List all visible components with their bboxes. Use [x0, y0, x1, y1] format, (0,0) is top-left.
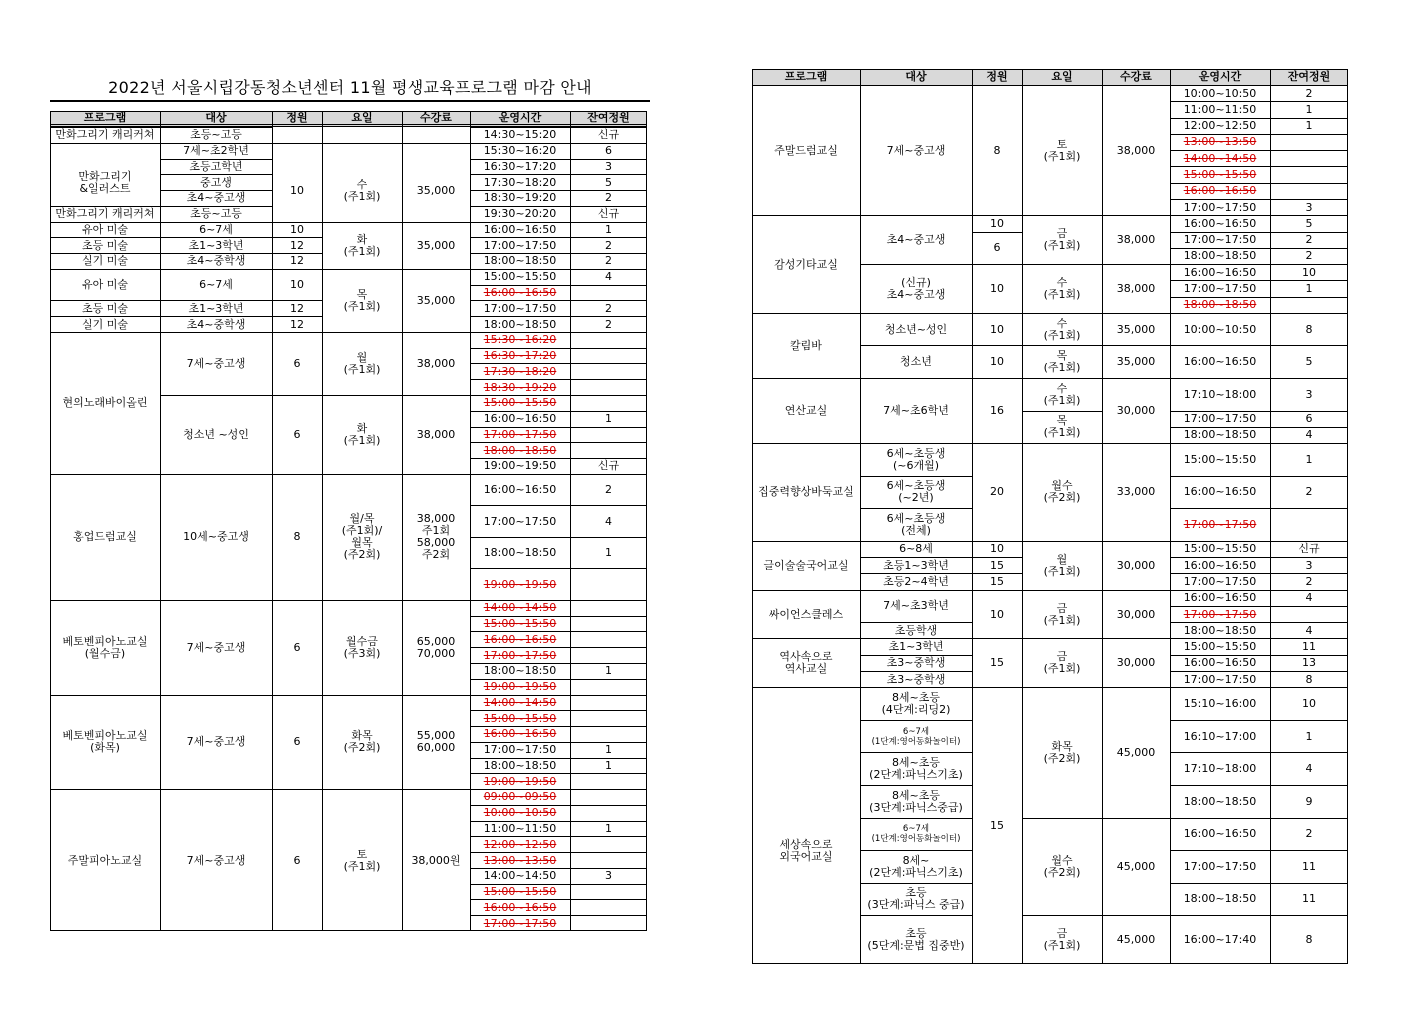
table-cell: 2: [1270, 573, 1348, 589]
table-cell: 2: [570, 474, 647, 506]
table-cell: 16:00~16:50: [1170, 557, 1270, 573]
table-cell: 5: [570, 174, 647, 190]
table-cell: 6: [972, 232, 1022, 265]
closed-time-cell: 16:00~16:50: [470, 899, 570, 915]
table-cell: 2: [1270, 232, 1348, 248]
table-cell: 화목 (주2회): [1022, 687, 1102, 817]
table-cell: 베토벤피아노교실 (월수금): [50, 600, 160, 695]
table-cell: 4: [1270, 590, 1348, 606]
table-cell: 8: [1270, 915, 1348, 964]
closed-time-cell: 14:00~14:50: [1170, 150, 1270, 166]
table-cell: 초4~중학생: [160, 316, 272, 332]
table-cell: 초등 (3단계:파닉스 중급): [860, 883, 972, 916]
table-cell: 17:00~17:50: [470, 742, 570, 758]
table-cell: 15:00~15:50: [1170, 541, 1270, 557]
page-title: 2022년 서울시립강동청소년센터 11월 평생교육프로그램 마감 안내: [50, 78, 650, 102]
table-cell: 수 (주1회): [1022, 378, 1102, 411]
closed-time-cell: 15:00~15:50: [470, 884, 570, 900]
table-cell: 만화그리기 &일러스트: [50, 143, 160, 222]
table-cell: 16:00~16:50: [1170, 818, 1270, 851]
table-cell: 30,000: [1102, 638, 1170, 687]
table-cell: 1: [570, 742, 647, 758]
table-cell: 17:00~17:50: [1170, 573, 1270, 589]
table-cell: 33,000: [1102, 443, 1170, 541]
left-schedule-table: [50, 111, 647, 931]
table-cell: 초등 (5단계:문법 집중반): [860, 915, 972, 964]
table-cell: 35,000: [402, 269, 470, 332]
closed-time-cell: 09:00~09:50: [470, 789, 570, 805]
table-cell: 만화그리기 캐리커쳐: [50, 127, 160, 143]
table-cell: 17:30~18:20: [470, 174, 570, 190]
table-cell: 10: [972, 345, 1022, 378]
table-cell: 유아 미술: [50, 222, 160, 238]
column-header: 수강료: [1102, 69, 1170, 85]
table-cell: 15: [972, 573, 1022, 589]
table-cell: 6: [570, 143, 647, 159]
table-cell: 신규: [570, 458, 647, 474]
table-cell: 15:30~16:20: [470, 143, 570, 159]
closed-time-cell: 14:00~14:50: [470, 600, 570, 616]
table-cell: 2: [570, 190, 647, 206]
table-cell: 신규: [570, 127, 647, 143]
table-cell: 초등~고등: [160, 127, 272, 143]
table-cell: 12: [272, 237, 322, 253]
table-cell: 6~7세 (1단계:영어동화놀이터): [860, 720, 972, 753]
table-cell: 8세~ (2단계:파닉스기초): [860, 850, 972, 883]
table-cell: 1: [1270, 720, 1348, 753]
table-cell: 4: [1270, 622, 1348, 638]
table-cell: 연산교실: [752, 378, 860, 443]
closed-time-cell: 14:00~14:50: [470, 695, 570, 711]
table-cell: 16:00~16:50: [1170, 476, 1270, 509]
table-cell: 10: [972, 541, 1022, 557]
table-cell: 65,000 70,000: [402, 600, 470, 695]
table-cell: 3: [1270, 557, 1348, 573]
table-cell: 화 (주1회): [322, 222, 402, 269]
table-cell: 4: [1270, 752, 1348, 785]
table-cell: 6세~초등생 (~6개월): [860, 443, 972, 476]
table-cell: 수 (주1회): [1022, 313, 1102, 346]
table-cell: 16: [972, 378, 1022, 443]
table-cell: 4: [570, 505, 647, 537]
table-cell: 6: [272, 695, 322, 790]
table-cell: 10: [972, 215, 1022, 231]
table-cell: 초등 미술: [50, 237, 160, 253]
table-cell: 싸이언스클레스: [752, 590, 860, 639]
table-cell: 45,000: [1102, 915, 1170, 964]
right-schedule-table: [752, 69, 1348, 964]
closed-time-cell: 17:30~18:20: [470, 363, 570, 379]
table-cell: 2: [570, 300, 647, 316]
table-cell: 18:30~19:20: [470, 190, 570, 206]
table-cell: 38,000: [402, 332, 470, 395]
table-cell: 17:00~17:50: [1170, 280, 1270, 296]
table-cell: 7세~중고생: [160, 332, 272, 395]
table-cell: 칼림바: [752, 313, 860, 378]
table-cell: 청소년 ~성인: [160, 395, 272, 474]
table-cell: 18:00~18:50: [470, 663, 570, 679]
table-cell: 10:00~10:50: [1170, 85, 1270, 101]
table-cell: 2: [570, 237, 647, 253]
closed-time-cell: 15:30~16:20: [470, 332, 570, 348]
table-cell: 16:00~17:40: [1170, 915, 1270, 964]
table-cell: 초등학생: [860, 622, 972, 638]
table-cell: 11:00~11:50: [470, 821, 570, 837]
closed-time-cell: 19:00~19:50: [470, 773, 570, 789]
table-cell: 초등2~4학년: [860, 573, 972, 589]
table-cell: 베토벤피아노교실 (화목): [50, 695, 160, 790]
table-cell: 13: [1270, 655, 1348, 671]
table-cell: 초1~3학년: [160, 237, 272, 253]
column-header: 프로그램: [752, 69, 860, 85]
table-cell: 토 (주1회): [322, 789, 402, 931]
table-cell: 초4~중학생: [160, 253, 272, 269]
closed-time-cell: 16:00~16:50: [1170, 183, 1270, 199]
table-cell: (신규) 초4~중고생: [860, 264, 972, 313]
column-header: 운영시간: [470, 111, 570, 127]
table-cell: 55,000 60,000: [402, 695, 470, 790]
table-cell: 초등1~3학년: [860, 557, 972, 573]
table-cell: 주말피아노교실: [50, 789, 160, 931]
table-cell: 6: [272, 395, 322, 474]
table-cell: 11: [1270, 883, 1348, 916]
table-cell: 7세~중고생: [160, 600, 272, 695]
table-cell: 8: [272, 474, 322, 600]
table-cell: 6~8세: [860, 541, 972, 557]
column-header: 대상: [860, 69, 972, 85]
table-cell: 4: [1270, 427, 1348, 443]
table-cell: 18:00~18:50: [1170, 883, 1270, 916]
table-cell: 토 (주1회): [1022, 85, 1102, 215]
table-cell: 38,000: [1102, 215, 1170, 264]
table-frame: [752, 69, 1348, 964]
table-cell: 6세~초등생 (~2년): [860, 476, 972, 509]
table-cell: 실기 미술: [50, 316, 160, 332]
table-cell: 6: [272, 600, 322, 695]
table-cell: 6: [272, 332, 322, 395]
table-cell: 유아 미술: [50, 269, 160, 301]
table-cell: 17:00~17:50: [470, 237, 570, 253]
table-cell: 20: [972, 443, 1022, 541]
table-cell: 19:00~19:50: [470, 458, 570, 474]
table-cell: 6~7세: [160, 269, 272, 301]
table-cell: 11: [1270, 638, 1348, 654]
table-cell: 3: [1270, 378, 1348, 411]
table-cell: 17:00~17:50: [470, 505, 570, 537]
table-cell: 17:00~17:50: [1170, 850, 1270, 883]
table-cell: 16:00~16:50: [470, 222, 570, 238]
closed-time-cell: 18:00~18:50: [470, 442, 570, 458]
table-cell: 17:00~17:50: [470, 300, 570, 316]
closed-time-cell: 12:00~12:50: [470, 836, 570, 852]
table-cell: 12: [272, 253, 322, 269]
table-cell: 10: [972, 264, 1022, 313]
table-cell: 2: [570, 253, 647, 269]
closed-time-cell: 17:00~17:50: [1170, 508, 1270, 541]
table-cell: 8세~초등 (2단계:파닉스기초): [860, 752, 972, 785]
table-cell: 16:30~17:20: [470, 159, 570, 175]
table-cell: 1: [1270, 101, 1348, 117]
column-header: 운영시간: [1170, 69, 1270, 85]
closed-time-cell: 17:00~17:50: [1170, 606, 1270, 622]
table-cell: 8세~초등 (3단계:파닉스중급): [860, 785, 972, 818]
table-cell: 17:10~18:00: [1170, 378, 1270, 411]
table-cell: 17:00~17:50: [1170, 411, 1270, 427]
table-cell: 5: [1270, 345, 1348, 378]
table-cell: 6~7세 (1단계:영어동화놀이터): [860, 818, 972, 851]
table-cell: 30,000: [1102, 541, 1170, 590]
table-cell: 8: [1270, 313, 1348, 346]
table-cell: 1: [1270, 118, 1348, 134]
table-cell: 목 (주1회): [1022, 411, 1102, 444]
table-cell: 17:00~17:50: [1170, 199, 1270, 215]
table-cell: 7세~중고생: [160, 789, 272, 931]
table-cell: 30,000: [1102, 590, 1170, 639]
table-cell: 15:00~15:50: [1170, 443, 1270, 476]
closed-time-cell: 19:00~19:50: [470, 679, 570, 695]
table-cell: 2: [1270, 248, 1348, 264]
closed-time-cell: 10:00~10:50: [470, 805, 570, 821]
table-frame: [50, 111, 647, 931]
table-cell: 글이술술국어교실: [752, 541, 860, 590]
closed-time-cell: 18:00~18:50: [1170, 297, 1270, 313]
table-cell: 18:00~18:50: [470, 253, 570, 269]
table-cell: 초3~중학생: [860, 671, 972, 687]
table-cell: 2: [1270, 476, 1348, 509]
table-cell: 수 (주1회): [322, 143, 402, 238]
table-cell: 신규: [570, 206, 647, 222]
column-header: 대상: [160, 111, 272, 127]
table-cell: 감성기타교실: [752, 215, 860, 313]
table-cell: 6: [272, 789, 322, 931]
table-cell: 17:00~17:50: [1170, 671, 1270, 687]
table-cell: 금 (주1회): [1022, 915, 1102, 964]
closed-time-cell: 15:00~15:50: [470, 710, 570, 726]
table-cell: 18:00~18:50: [470, 537, 570, 569]
closed-time-cell: 16:00~16:50: [470, 285, 570, 301]
table-cell: 11:00~11:50: [1170, 101, 1270, 117]
table-cell: 16:00~16:50: [1170, 264, 1270, 280]
column-header: 정원: [972, 69, 1022, 85]
table-cell: 17:00~17:50: [1170, 232, 1270, 248]
table-cell: 16:00~16:50: [1170, 655, 1270, 671]
table-cell: 10: [972, 313, 1022, 346]
table-cell: 목 (주1회): [1022, 345, 1102, 378]
closed-time-cell: 17:00~17:50: [470, 915, 570, 931]
table-cell: 5: [1270, 215, 1348, 231]
table-cell: 6세~초등생 (전체): [860, 508, 972, 541]
table-cell: 청소년: [860, 345, 972, 378]
table-cell: 청소년~성인: [860, 313, 972, 346]
table-cell: 38,000 주1회 58,000 주2회: [402, 474, 470, 600]
column-header: 잔여정원: [1270, 69, 1348, 85]
table-cell: 1: [1270, 443, 1348, 476]
table-cell: 초등 미술: [50, 300, 160, 316]
table-cell: 신규: [1270, 541, 1348, 557]
table-cell: 10세~중고생: [160, 474, 272, 600]
closed-time-cell: 17:00~17:50: [470, 647, 570, 663]
table-cell: 38,000: [1102, 264, 1170, 313]
closed-time-cell: 13:00~13:50: [470, 852, 570, 868]
table-cell: 월 (주1회): [322, 332, 402, 395]
table-cell: 2: [1270, 818, 1348, 851]
table-cell: 화 (주1회): [322, 395, 402, 474]
table-cell: 15:10~16:00: [1170, 687, 1270, 720]
table-cell: 16:00~16:50: [470, 411, 570, 427]
table-cell: 초4~중고생: [160, 190, 272, 206]
table-cell: 16:00~16:50: [470, 474, 570, 506]
table-cell: 실기 미술: [50, 253, 160, 269]
table-cell: 8: [972, 85, 1022, 215]
table-cell: 목 (주1회): [322, 269, 402, 332]
table-cell: 1: [1270, 280, 1348, 296]
table-cell: 1: [570, 537, 647, 569]
table-cell: 6: [1270, 411, 1348, 427]
table-cell: 17:10~18:00: [1170, 752, 1270, 785]
closed-time-cell: 16:00~16:50: [470, 631, 570, 647]
table-cell: 15: [972, 557, 1022, 573]
table-cell: 35,000: [1102, 345, 1170, 378]
table-cell: 18:00~18:50: [1170, 427, 1270, 443]
column-header: 정원: [272, 111, 322, 127]
table-cell: 10: [272, 222, 322, 238]
table-cell: 11: [1270, 850, 1348, 883]
table-cell: 35,000: [402, 222, 470, 269]
table-cell: 7세~초3학년: [860, 590, 972, 623]
closed-time-cell: 15:00~15:50: [1170, 166, 1270, 182]
table-cell: 45,000: [1102, 687, 1170, 817]
table-cell: 6~7세: [160, 222, 272, 238]
table-cell: 16:00~16:50: [1170, 215, 1270, 231]
table-cell: 중고생: [160, 174, 272, 190]
table-cell: 15: [972, 687, 1022, 964]
table-cell: 30,000: [1102, 378, 1170, 443]
table-cell: 18:00~18:50: [1170, 622, 1270, 638]
table-cell: 초3~중학생: [860, 655, 972, 671]
table-cell: 수 (주1회): [1022, 264, 1102, 313]
table-cell: 35,000: [402, 143, 470, 238]
table-cell: 12:00~12:50: [1170, 118, 1270, 134]
table-cell: 38,000원: [402, 789, 470, 931]
table-cell: 월 (주1회): [1022, 541, 1102, 590]
table-cell: 45,000: [1102, 818, 1170, 916]
table-cell: 35,000: [1102, 313, 1170, 346]
table-cell: 18:00~18:50: [470, 758, 570, 774]
table-cell: 10:00~10:50: [1170, 313, 1270, 346]
table-cell: 금 (주1회): [1022, 215, 1102, 264]
table-cell: 1: [570, 663, 647, 679]
closed-time-cell: 15:00~15:50: [470, 395, 570, 411]
closed-time-cell: 15:00~15:50: [470, 616, 570, 632]
table-cell: 10: [1270, 687, 1348, 720]
table-cell: 1: [570, 222, 647, 238]
table-cell: 초1~3학년: [160, 300, 272, 316]
closed-time-cell: 13:00~13:50: [1170, 134, 1270, 150]
table-cell: 9: [1270, 785, 1348, 818]
column-header: 잔여정원: [570, 111, 647, 127]
closed-time-cell: 18:30~19:20: [470, 379, 570, 395]
table-cell: 18:00~18:50: [1170, 785, 1270, 818]
table-cell: 12: [272, 300, 322, 316]
table-cell: 38,000: [402, 395, 470, 474]
table-cell: 초등~고등: [160, 206, 272, 222]
table-cell: 초4~중고생: [860, 215, 972, 264]
column-header: 요일: [322, 111, 402, 127]
table-cell: 주말드럼교실: [752, 85, 860, 215]
table-cell: 18:00~18:50: [1170, 248, 1270, 264]
closed-time-cell: 16:30~17:20: [470, 348, 570, 364]
table-cell: 월수 (주2회): [1022, 818, 1102, 916]
table-cell: 3: [570, 159, 647, 175]
table-cell: 1: [570, 821, 647, 837]
table-cell: 16:00~16:50: [1170, 590, 1270, 606]
table-cell: 월수 (주2회): [1022, 443, 1102, 541]
table-cell: 2: [1270, 85, 1348, 101]
table-cell: 1: [570, 411, 647, 427]
closed-time-cell: 16:00~16:50: [470, 726, 570, 742]
table-cell: 2: [570, 316, 647, 332]
table-cell: 10: [1270, 264, 1348, 280]
table-cell: 월수금 (주3회): [322, 600, 402, 695]
table-cell: 초1~3학년: [860, 638, 972, 654]
table-cell: 7세~초2학년: [160, 143, 272, 159]
table-cell: 14:30~15:20: [470, 127, 570, 143]
table-cell: 만화그리기 캐리커쳐: [50, 206, 160, 222]
table-cell: 금 (주1회): [1022, 590, 1102, 639]
closed-time-cell: 19:00~19:50: [470, 568, 570, 600]
table-cell: 7세~중고생: [160, 695, 272, 790]
table-cell: 3: [570, 868, 647, 884]
table-cell: 16:00~16:50: [1170, 345, 1270, 378]
table-cell: 7세~초6학년: [860, 378, 972, 443]
table-cell: 38,000: [1102, 85, 1170, 215]
column-header: 요일: [1022, 69, 1102, 85]
table-cell: 현의노래바이올린: [50, 332, 160, 474]
table-cell: 집중력향상바둑교실: [752, 443, 860, 541]
table-cell: 화목 (주2회): [322, 695, 402, 790]
table-cell: 10: [272, 143, 322, 238]
table-cell: 12: [272, 316, 322, 332]
table-cell: 초등고학년: [160, 159, 272, 175]
table-cell: 홍업드럼교실: [50, 474, 160, 600]
column-header: 프로그램: [50, 111, 160, 127]
table-cell: 3: [1270, 199, 1348, 215]
table-cell: 10: [272, 269, 322, 301]
table-cell: 월/목 (주1회)/ 월목 (주2회): [322, 474, 402, 600]
table-cell: 18:00~18:50: [470, 316, 570, 332]
table-cell: 8: [1270, 671, 1348, 687]
table-cell: 15: [972, 638, 1022, 687]
table-cell: 금 (주1회): [1022, 638, 1102, 687]
table-cell: 10: [972, 590, 1022, 639]
table-cell: 8세~초등 (4단계:리딩2): [860, 687, 972, 720]
closed-time-cell: 17:00~17:50: [470, 427, 570, 443]
table-cell: 1: [570, 758, 647, 774]
table-cell: 15:00~15:50: [470, 269, 570, 285]
table-cell: 7세~중고생: [860, 85, 972, 215]
table-cell: 역사속으로 역사교실: [752, 638, 860, 687]
table-cell: 4: [570, 269, 647, 285]
table-cell: 14:00~14:50: [470, 868, 570, 884]
column-header: 수강료: [402, 111, 470, 127]
table-cell: 16:10~17:00: [1170, 720, 1270, 753]
table-cell: 세상속으로 외국어교실: [752, 687, 860, 1013]
table-cell: 15:00~15:50: [1170, 638, 1270, 654]
table-cell: 19:30~20:20: [470, 206, 570, 222]
